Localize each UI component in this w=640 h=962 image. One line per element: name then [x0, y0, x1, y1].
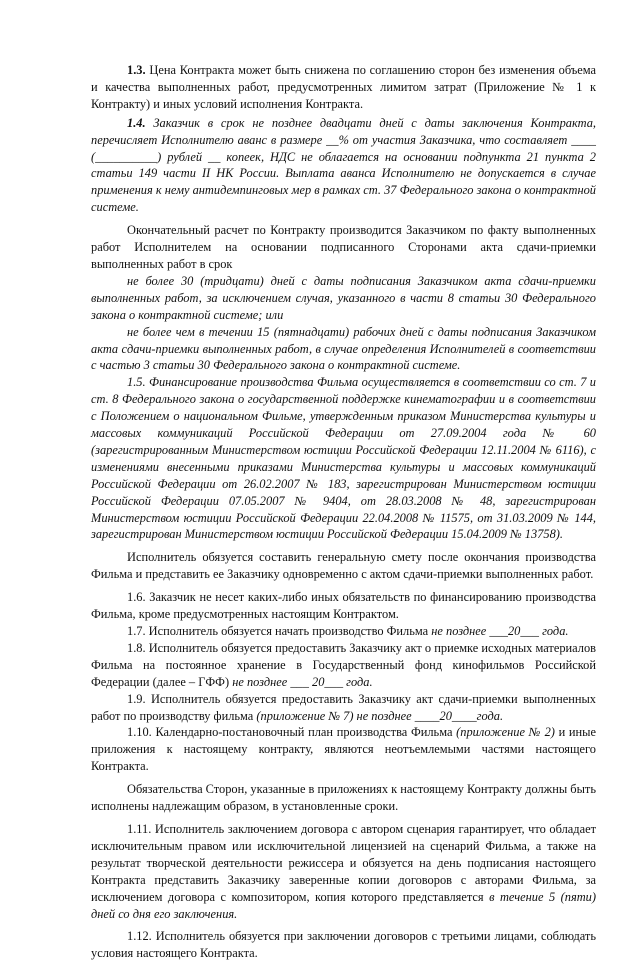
clause-1-7-text: 1.7. Исполнитель обязуется начать производство Фильма [127, 624, 432, 638]
clause-1-8 [91, 640, 596, 691]
clause-1-8-text: 1.8. Исполнитель обязуется предоставить Заказчику акт о приемке исходных материалов Фильма на постоянное хранение в Государственный фонд кинофильмов Российской Федерации (далее – ГФФ) [91, 640, 596, 689]
clause-1-4-number: 1.4. [127, 115, 146, 130]
clause-1-10-tail: и иные приложения к настоящему контракту, являются неотъемлемыми частями настоящего Контракта. [91, 725, 596, 774]
clause-1-9-text: 1.9. Исполнитель обязуется предоставить Заказчику акт сдачи-приемки выполненных работ по производству фильма [91, 691, 596, 723]
clause-1-4 [91, 115, 596, 216]
final-settlement-paragraph: Окончательный расчет по Контракту производится Заказчиком по факту выполненных работ Исполнителем на основании подписанного Сторонами акта сдачи-приемки выполненных работ в срок [91, 223, 596, 271]
term-30-days-paragraph: не более 30 (тридцати) дней с даты подписания Заказчиком акта сдачи-приемки выполненных работ, за исключением случая, указанного в части 8 статьи 30 Федерального закона о контрактной системе; или [91, 273, 596, 322]
clause-1-7-deadline: не позднее ___20___ года. [431, 624, 569, 638]
clause-1-3-text: Цена Контракта может быть снижена по соглашению сторон без изменения объема и качества выполненных работ, предусмотренных лимитом затрат (Приложение № 1 к Контракту) и иных условий исполнения Контракта. [91, 63, 596, 111]
clause-1-3 [91, 62, 596, 113]
clause-1-10 [91, 724, 596, 775]
clause-1-9-deadline: (приложение № 7) не позднее ____20____года. [256, 708, 504, 723]
term-15-days-paragraph: не более чем в течении 15 (пятнадцати) рабочих дней с даты подписания Заказчиком акта сдачи-приемки выполненных работ, в случае определения Исполнителей в соответствии с частью 3 статьи 30 Федерального закона о контрактной системе. [91, 324, 596, 373]
clause-1-11-text: 1.11. Исполнитель заключением договора с автором сценария гарантирует, что обладает исключительным правом или исключительной лицензией на сценарий Фильма, а также на результат творческой деятельности режиссера и обязуется на день подписания настоящего Контракта представить Заказчику заверенные копии договоров с авторами Фильма, за исключением договора с композитором, копия которого представляется [91, 821, 596, 904]
clause-1-11 [91, 821, 596, 922]
clause-1-10-text: 1.10. Календарно-постановочный план производства Фильма [127, 725, 457, 740]
clause-1-4-text: Заказчик в срок не позднее двадцати дней с даты заключения Контракта, перечисляет Исполнителю аванс в размере __% от участия Заказчика, что составляет ____ (__________) рублей __ копеек, НДС не облагается на основании подпункта 21 пункта 2 статьи 149 части II НК России. Выплата аванса Исполнителю не допускается в случае применения к нему антидемпинговых мер в рамках ст. 37 Федерального закона о контрактной системе. [91, 115, 596, 215]
clause-1-10-appendix-ref: (приложение № 2) [456, 725, 555, 740]
clause-1-5: 1.5. Финансирование производства Фильма осуществляется в соответствии со ст. 7 и ст. 8 Федерального закона о государственной поддержке кинематографии и в соответствии с Положением о национальном Фильме, утвержденным приказом Министерства культуры и массовых коммуникаций Российской Федерации от 27.09.2004 года № 60 (зарегистрированным Министерством юстиции Российской Федерации 12.11.2004 № 6116), с изменениями внесенными приказами Министерства культуры и массовых коммуникаций Российской Федерации от 26.02.2007 № 183, зарегистрирован Министерством юстиции Российской Федерации 07.05.2007 № 9404, от 28.03.2008 № 48, зарегистрирован Министерством юстиции Российской Федерации 22.04.2008 № 11575, от 31.03.2009 № 144, зарегистрирован Министерством юстиции Российской Федерации 15.04.2009 № 13758). [91, 375, 596, 542]
clause-1-11-deadline: в течение 5 (пяти) дней со дня его заключения. [91, 889, 596, 921]
clause-1-12: 1.12. Исполнитель обязуется при заключении договоров с третьими лицами, соблюдать условия настоящего Контракта. [91, 929, 596, 961]
general-estimate-paragraph: Исполнитель обязуется составить генеральную смету после окончания производства Фильма и представить ее Заказчику одновременно с актом сдачи-приемки выполненных работ. [91, 550, 596, 582]
clause-1-8-deadline: не позднее ___ 20___ года. [232, 674, 373, 689]
clause-1-3-number: 1.3. [127, 63, 146, 77]
clause-1-7 [91, 623, 596, 640]
clause-1-6: 1.6. Заказчик не несет каких-либо иных обязательств по финансированию производства Фильма, кроме предусмотренных настоящим Контрактом. [91, 590, 596, 622]
clause-1-9 [91, 691, 596, 725]
obligations-paragraph: Обязательства Сторон, указанные в приложениях к настоящему Контракту должны быть исполнены надлежащим образом, в установленные сроки. [91, 782, 596, 814]
